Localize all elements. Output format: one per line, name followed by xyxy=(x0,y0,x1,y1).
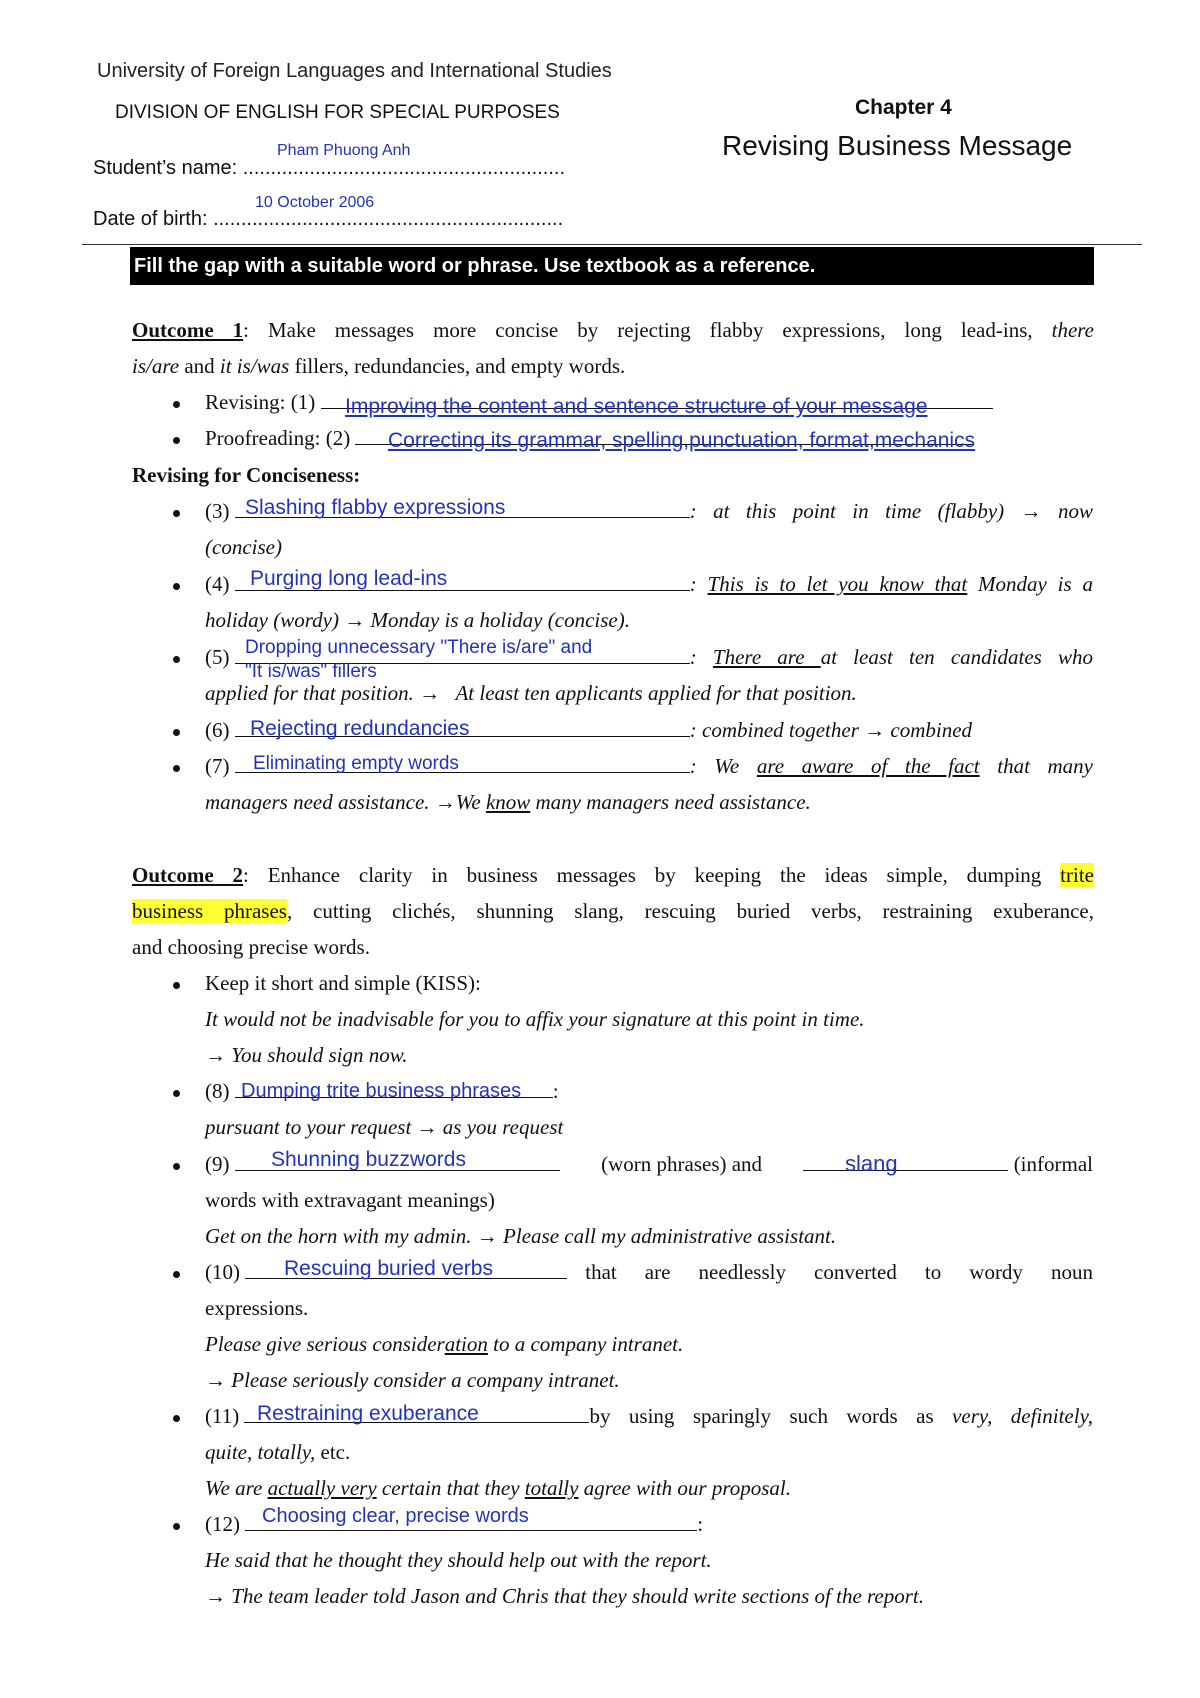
answer-12[interactable]: Choosing clear, precise words xyxy=(262,1505,529,1527)
student-name-dots: .......................................................... xyxy=(242,157,566,179)
item11-text xyxy=(589,1404,1093,1429)
highlight-business-phrases: business phrases xyxy=(132,899,287,923)
outcome2-label: Outcome 2 xyxy=(132,863,244,887)
dob-dots: ............................................................... xyxy=(213,208,564,230)
outcome1-paragraph-line1 xyxy=(132,318,1094,343)
item10-example xyxy=(205,1332,683,1357)
outcome2-text-b: , cutting clichés, shunning slang, rescuing buried verbs, restraining exuberance, xyxy=(286,899,1095,923)
outcome1-itis: it is/was xyxy=(219,354,290,378)
bullet xyxy=(173,1090,180,1097)
answer-blank-9b xyxy=(803,1152,1008,1171)
outcome1-fillers: fillers, redundancies, and empty words. xyxy=(289,354,626,378)
item11-example-b: certain that they xyxy=(376,1476,525,1500)
outcome1-label: Outcome 1 xyxy=(132,318,244,342)
answer-6[interactable]: Rejecting redundancies xyxy=(250,717,470,740)
item6-example: : combined together → combined xyxy=(689,718,973,742)
item9-line2: words with extravagant meanings) xyxy=(205,1188,495,1212)
answer-9b[interactable]: slang xyxy=(845,1151,898,1176)
item11-line2-words: quite, totally, xyxy=(205,1440,316,1464)
bullet xyxy=(173,729,180,736)
item7-empty-phrase: are aware of the fact xyxy=(756,754,980,778)
item9-end: (informal xyxy=(1008,1152,1093,1176)
item5-filler-phrase: There are xyxy=(712,645,821,669)
bullet xyxy=(173,1163,180,1170)
outcome1-there: there xyxy=(1051,318,1094,342)
item7-number: (7) xyxy=(205,754,235,778)
highlight-trite: trite xyxy=(1060,863,1094,887)
item10-example-a: Please give serious consider xyxy=(205,1332,445,1356)
item5-number: (5) xyxy=(205,645,235,669)
instruction-banner: Fill the gap with a suitable word or phrase. Use textbook as a reference. xyxy=(130,247,1094,285)
bullet xyxy=(173,656,180,663)
chapter-title: Revising Business Message xyxy=(722,130,1073,161)
bullet xyxy=(173,765,180,772)
kiss-example: It would not be inadvisable for you to affix your signature at this point in time. xyxy=(205,1007,865,1031)
answer-9a[interactable]: Shunning buzzwords xyxy=(271,1148,466,1171)
bullet xyxy=(173,1415,180,1422)
answer-8[interactable]: Dumping trite business phrases xyxy=(241,1080,522,1102)
answer-4[interactable]: Purging long lead-ins xyxy=(250,567,448,590)
bullet xyxy=(173,1523,180,1530)
item11-line2-etc: etc. xyxy=(315,1440,351,1464)
item12-number: (12) xyxy=(205,1512,246,1536)
bullet xyxy=(173,437,180,444)
student-name-field xyxy=(93,157,565,180)
item7-example-b: that many xyxy=(979,754,1093,778)
outcome1-isare: is/are xyxy=(132,354,180,378)
item10-line2: expressions. xyxy=(205,1296,309,1320)
item11-text-words: very, definitely, xyxy=(952,1404,1094,1428)
item7-example2-b: many managers need assistance. xyxy=(530,790,811,814)
outcome2-paragraph-line1 xyxy=(132,863,1094,888)
item11-example xyxy=(205,1476,791,1501)
outcome1-text: : Make messages more concise by rejecting flabby expressions, long lead-ins, xyxy=(243,318,1052,342)
item7-example-line2 xyxy=(205,790,811,815)
item9-example: Get on the horn with my admin. → Please call my administrative assistant. xyxy=(205,1224,837,1248)
item10-noun-suffix: ation xyxy=(444,1332,488,1356)
item7-concise-word: know xyxy=(485,790,531,814)
item3-example-line2: (concise) xyxy=(205,535,282,559)
kiss-label: Keep it short and simple (KISS): xyxy=(205,971,481,995)
item11-exuberant-1: actually very xyxy=(267,1476,377,1500)
item11-number: (11) xyxy=(205,1404,245,1428)
answer-5-line1[interactable]: Dropping unnecessary "There is/are" and xyxy=(245,637,593,658)
item12-colon: : xyxy=(697,1512,704,1536)
answer-7[interactable]: Eliminating empty words xyxy=(253,753,459,774)
answer-5-line2[interactable]: "It is/was" fillers xyxy=(245,661,377,682)
item10-number: (10) xyxy=(205,1260,246,1284)
item11-exuberant-2: totally xyxy=(524,1476,579,1500)
bullet xyxy=(173,583,180,590)
item11-example-c: agree with our proposal. xyxy=(578,1476,791,1500)
item10-example-b: to a company intranet. xyxy=(487,1332,684,1356)
item8-number: (8) xyxy=(205,1079,235,1103)
dob-label: Date of birth: xyxy=(93,208,214,230)
answer-10[interactable]: Rescuing buried verbs xyxy=(284,1257,493,1280)
item6-number: (6) xyxy=(205,718,235,742)
item3-number: (3) xyxy=(205,499,235,523)
bullet xyxy=(173,982,180,989)
item4-wordy-phrase: This is to let you know that xyxy=(707,572,968,596)
kiss-example-2: → You should sign now. xyxy=(205,1043,408,1067)
proofreading-label: Proofreading: (2) xyxy=(205,426,356,450)
student-name-label: Student’s name: xyxy=(93,157,243,179)
answer-11[interactable]: Restraining exuberance xyxy=(257,1402,479,1425)
item4-example: : This is to let you know that Monday is a xyxy=(689,572,1093,596)
outcome2-text: : Enhance clarity in business messages by keeping the ideas simple, dumping xyxy=(243,863,1061,887)
dob-value[interactable]: 10 October 2006 xyxy=(255,194,375,211)
item11-example-a: We are xyxy=(205,1476,268,1500)
item10-example-2: → Please seriously consider a company intranet. xyxy=(205,1368,620,1392)
item5-example: : There are at least ten candidates who xyxy=(689,645,1093,669)
header-divider xyxy=(82,244,1142,245)
item9-number: (9) xyxy=(205,1152,235,1176)
answer-3[interactable]: Slashing flabby expressions xyxy=(245,496,506,519)
item8-colon: : xyxy=(552,1079,559,1103)
item5-example-rest: at least ten candidates who xyxy=(820,645,1093,669)
outcome1-and: and xyxy=(179,354,220,378)
item8-example: pursuant to your request → as you request xyxy=(205,1115,564,1139)
item12-example-2: → The team leader told Jason and Chris that they should write sections of the report. xyxy=(205,1584,925,1608)
division-name: DIVISION OF ENGLISH FOR SPECIAL PURPOSES xyxy=(115,102,560,123)
answer-2[interactable]: Correcting its grammar, spelling,punctuation, format,mechanics xyxy=(388,429,976,452)
item10-text: that are needlessly converted to wordy noun xyxy=(585,1260,1093,1284)
student-name-value[interactable]: Pham Phuong Anh xyxy=(277,142,411,159)
outcome1-paragraph-line2 xyxy=(132,354,625,379)
item5-example-line2: applied for that position. → At least ten applicants applied for that position. xyxy=(205,681,857,705)
bullet xyxy=(173,510,180,517)
answer-1[interactable]: Improving the content and sentence structure of your message xyxy=(345,395,928,418)
item9-mid: (worn phrases) and xyxy=(595,1152,768,1176)
item7-example2-a: managers need assistance. →We xyxy=(205,790,486,814)
item4-example-line2: holiday (wordy) → Monday is a holiday (concise). xyxy=(205,608,630,632)
bullet xyxy=(173,1271,180,1278)
section-title-conciseness: Revising for Conciseness: xyxy=(132,463,361,487)
bullet xyxy=(173,401,180,408)
item12-example: He said that he thought they should help out with the report. xyxy=(205,1548,712,1572)
item7-example-a: : We xyxy=(689,754,757,778)
university-name: University of Foreign Languages and International Studies xyxy=(97,60,612,82)
item7-example xyxy=(690,754,1093,779)
item4-number: (4) xyxy=(205,572,235,596)
revising-label: Revising: (1) xyxy=(205,390,321,414)
outcome2-paragraph-line3: and choosing precise words. xyxy=(132,935,370,959)
item3-example: : at this point in time (flabby) → now xyxy=(689,499,1093,523)
item4-example-rest: Monday is a xyxy=(967,572,1093,596)
item11-line2 xyxy=(205,1440,350,1465)
outcome2-paragraph-line2 xyxy=(132,899,1094,924)
item11-text-a: by using sparingly such words as xyxy=(589,1404,953,1428)
chapter-number: Chapter 4 xyxy=(855,96,952,119)
